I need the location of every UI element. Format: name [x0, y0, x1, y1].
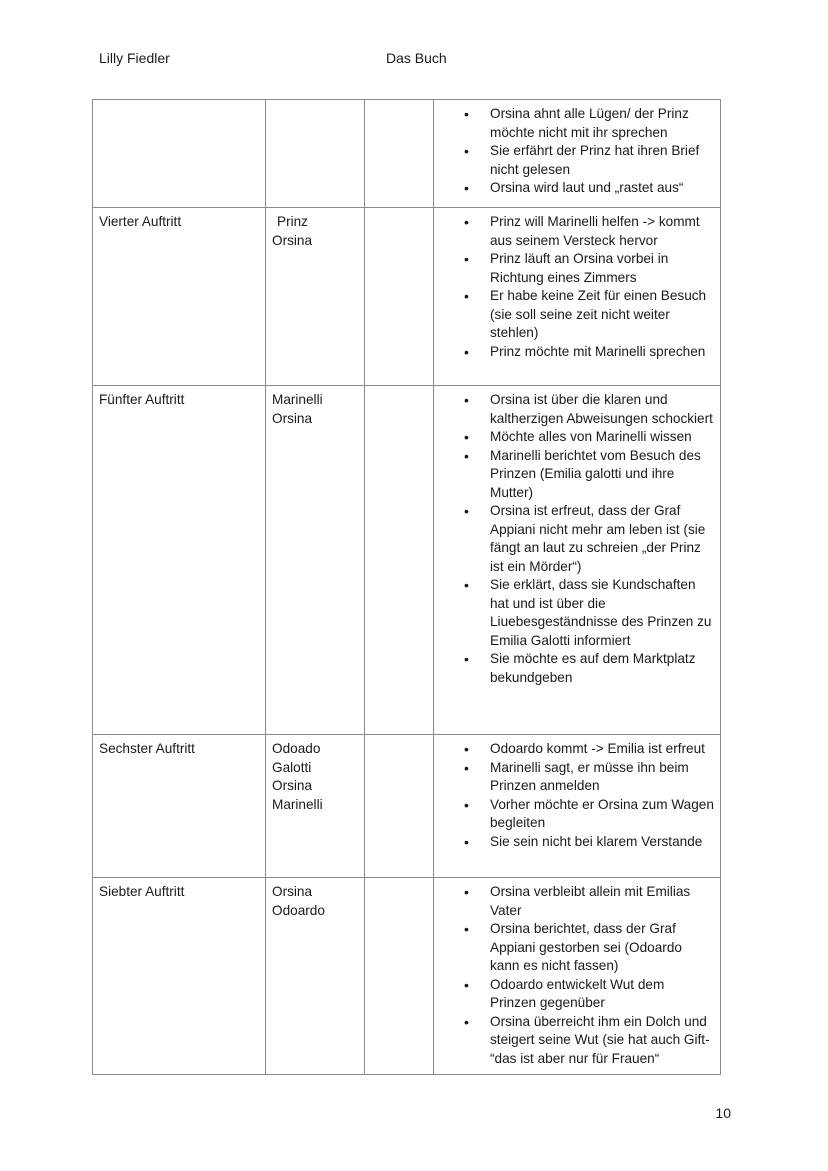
person-name: Galotti — [272, 759, 312, 775]
note-item: • Orsina verbleibt allein mit Emilias Vater — [490, 883, 714, 920]
person-name: Orsina — [272, 410, 313, 426]
note-item: • Sie erklärt, dass sie Kundschaften hat und ist über die Liuebesgeständnisse des Prinzen zu Emilia Galotti informiert — [490, 576, 714, 650]
header-author: Lilly Fiedler — [99, 50, 170, 66]
empty-cell — [365, 100, 434, 208]
note-item: • Prinz möchte mit Marinelli sprechen — [490, 343, 714, 362]
empty-cell — [365, 208, 434, 386]
scene-table — [92, 99, 721, 1075]
scene-cell: Fünfter Auftritt — [93, 386, 266, 735]
notes-cell — [434, 386, 721, 735]
notes-cell — [434, 208, 721, 386]
scene-cell: Vierter Auftritt — [93, 208, 266, 386]
header-title: Das Buch — [386, 50, 447, 66]
note-item: • Orsina ist über die klaren und kaltherzigen Abweisungen schockiert — [490, 391, 714, 428]
note-item: • Er habe keine Zeit für einen Besuch (sie soll seine zeit nicht weiter stehlen) — [490, 287, 714, 343]
table-row — [93, 878, 721, 1075]
note-item: • Marinelli sagt, er müsse ihn beim Prinzen anmelden — [490, 759, 714, 796]
person-name: Orsina — [272, 884, 313, 899]
note-item: • Sie möchte es auf dem Marktplatz bekundgeben — [490, 650, 714, 687]
empty-cell — [365, 386, 434, 735]
note-item: • Sie sein nicht bei klarem Verstande — [490, 833, 714, 852]
note-item: • Möchte alles von Marinelli wissen — [490, 428, 714, 447]
scene-cell: Sechster Auftritt — [93, 735, 266, 878]
note-item: • Orsina überreicht ihm ein Dolch und steigert seine Wut (sie hat auch Gift- “das ist aber nur für Frauen“ — [490, 1013, 714, 1069]
persons-cell — [266, 100, 365, 208]
persons-cell — [266, 386, 365, 735]
table-row — [93, 386, 721, 735]
persons-cell — [266, 878, 365, 1075]
person-name: Orsina — [272, 778, 313, 793]
note-item: • Prinz läuft an Orsina vorbei in Richtung eines Zimmers — [490, 250, 714, 287]
persons-cell — [266, 735, 365, 878]
note-item: • Odoardo entwickelt Wut dem Prinzen gegenüber — [490, 976, 714, 1013]
person-name: Prinz — [277, 214, 308, 229]
note-item: • Prinz will Marinelli helfen -> kommt aus seinem Versteck hervor — [490, 213, 714, 250]
notes-cell — [434, 100, 721, 208]
empty-cell — [365, 878, 434, 1075]
note-item: • Marinelli berichtet vom Besuch des Prinzen (Emilia galotti und ihre Mutter) — [490, 447, 714, 503]
scene-cell — [93, 100, 266, 208]
note-item: • Orsina wird laut und „rastet aus“ — [490, 179, 714, 198]
person-name: Marinelli — [272, 392, 323, 407]
person-name: Odoardo — [272, 902, 325, 918]
page-number: 10 — [715, 1105, 731, 1121]
person-name: Marinelli — [272, 796, 323, 812]
note-item: • Orsina berichtet, dass der Graf Appiani gestorben sei (Odoardo kann es nicht fassen) — [490, 920, 714, 976]
note-item: • Sie erfährt der Prinz hat ihren Brief nicht gelesen — [490, 142, 714, 179]
notes-cell — [434, 735, 721, 878]
table-row — [93, 735, 721, 878]
persons-cell — [266, 208, 365, 386]
table-row — [93, 208, 721, 386]
note-item: • Orsina ist erfreut, dass der Graf Appiani nicht mehr am leben ist (sie fängt an laut zu schreien „der Prinz ist ein Mörder“) — [490, 502, 714, 576]
note-item: • Vorher möchte er Orsina zum Wagen begleiten — [490, 796, 714, 833]
note-item: • Orsina ahnt alle Lügen/ der Prinz möchte nicht mit ihr sprechen — [490, 105, 714, 142]
note-item: • Odoardo kommt -> Emilia ist erfreut — [490, 740, 714, 759]
table-row — [93, 100, 721, 208]
scene-cell: Siebter Auftritt — [93, 878, 266, 1075]
empty-cell — [365, 735, 434, 878]
person-name: Orsina — [272, 232, 313, 248]
notes-cell — [434, 878, 721, 1075]
person-name: Odoado — [272, 741, 321, 756]
